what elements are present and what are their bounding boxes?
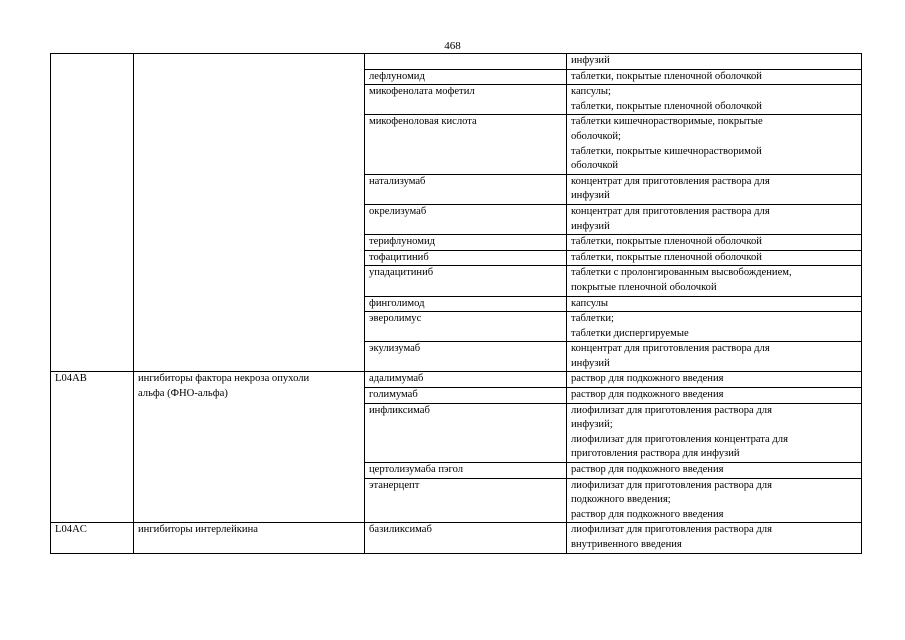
dosage-form-cell: таблетки с пролонгированным высвобождением, покрытые пленочной оболочкой <box>567 266 862 296</box>
drug-name-cell: эверолимус <box>365 312 567 342</box>
dosage-form-cell: концентрат для приготовления раствора для инфузий <box>567 174 862 204</box>
group-name-cell <box>134 54 365 372</box>
drug-name-cell: этанерцепт <box>365 478 567 523</box>
group-name-cell: ингибиторы фактора некроза опухоли альфа (ФНО-альфа) <box>134 372 365 523</box>
drug-name-cell: финголимод <box>365 296 567 312</box>
dosage-form-cell: концентрат для приготовления раствора для инфузий <box>567 342 862 372</box>
dosage-form-cell: таблетки; таблетки диспергируемые <box>567 312 862 342</box>
dosage-form-cell: раствор для подкожного введения <box>567 388 862 404</box>
table-row <box>51 523 862 553</box>
drug-name-cell: окрелизумаб <box>365 204 567 234</box>
drug-name-cell: голимумаб <box>365 388 567 404</box>
atc-code-cell: L04AC <box>51 523 134 553</box>
dosage-form-cell: таблетки кишечнорастворимые, покрытые оболочкой; таблетки, покрытые кишечнорастворимой оболочкой <box>567 115 862 174</box>
dosage-form-cell: раствор для подкожного введения <box>567 372 862 388</box>
drug-name-cell: терифлуномид <box>365 235 567 251</box>
drug-name-cell: экулизумаб <box>365 342 567 372</box>
drug-name-cell: тофацитиниб <box>365 250 567 266</box>
dosage-form-cell: лиофилизат для приготовления раствора для подкожного введения; раствор для подкожного введения <box>567 478 862 523</box>
table-row <box>51 54 862 70</box>
drug-name-cell: микофеноловая кислота <box>365 115 567 174</box>
atc-code-cell <box>51 54 134 372</box>
drug-name-cell: цертолизумаба пэгол <box>365 463 567 479</box>
dosage-form-cell: капсулы <box>567 296 862 312</box>
dosage-form-cell: концентрат для приготовления раствора для инфузий <box>567 204 862 234</box>
dosage-form-cell: капсулы; таблетки, покрытые пленочной оболочкой <box>567 85 862 115</box>
table-row <box>51 372 862 388</box>
atc-code-cell: L04AB <box>51 372 134 523</box>
drug-name-cell: адалимумаб <box>365 372 567 388</box>
page-number: 468 <box>444 40 461 52</box>
dosage-form-cell: лиофилизат для приготовления раствора для внутривенного введения <box>567 523 862 553</box>
drug-name-cell <box>365 54 567 70</box>
dosage-form-cell: лиофилизат для приготовления раствора для инфузий; лиофилизат для приготовления концентрата для приготовления раствора для инфузий <box>567 403 862 462</box>
drug-name-cell: инфликсимаб <box>365 403 567 462</box>
drug-name-cell: базиликсимаб <box>365 523 567 553</box>
drug-name-cell: лефлуномид <box>365 69 567 85</box>
drug-table <box>50 53 862 554</box>
group-name-cell: ингибиторы интерлейкина <box>134 523 365 553</box>
drug-name-cell: натализумаб <box>365 174 567 204</box>
drug-name-cell: упадацитиниб <box>365 266 567 296</box>
dosage-form-cell: таблетки, покрытые пленочной оболочкой <box>567 250 862 266</box>
dosage-form-cell: раствор для подкожного введения <box>567 463 862 479</box>
dosage-form-cell: инфузий <box>567 54 862 70</box>
drug-name-cell: микофенолата мофетил <box>365 85 567 115</box>
dosage-form-cell: таблетки, покрытые пленочной оболочкой <box>567 235 862 251</box>
dosage-form-cell: таблетки, покрытые пленочной оболочкой <box>567 69 862 85</box>
